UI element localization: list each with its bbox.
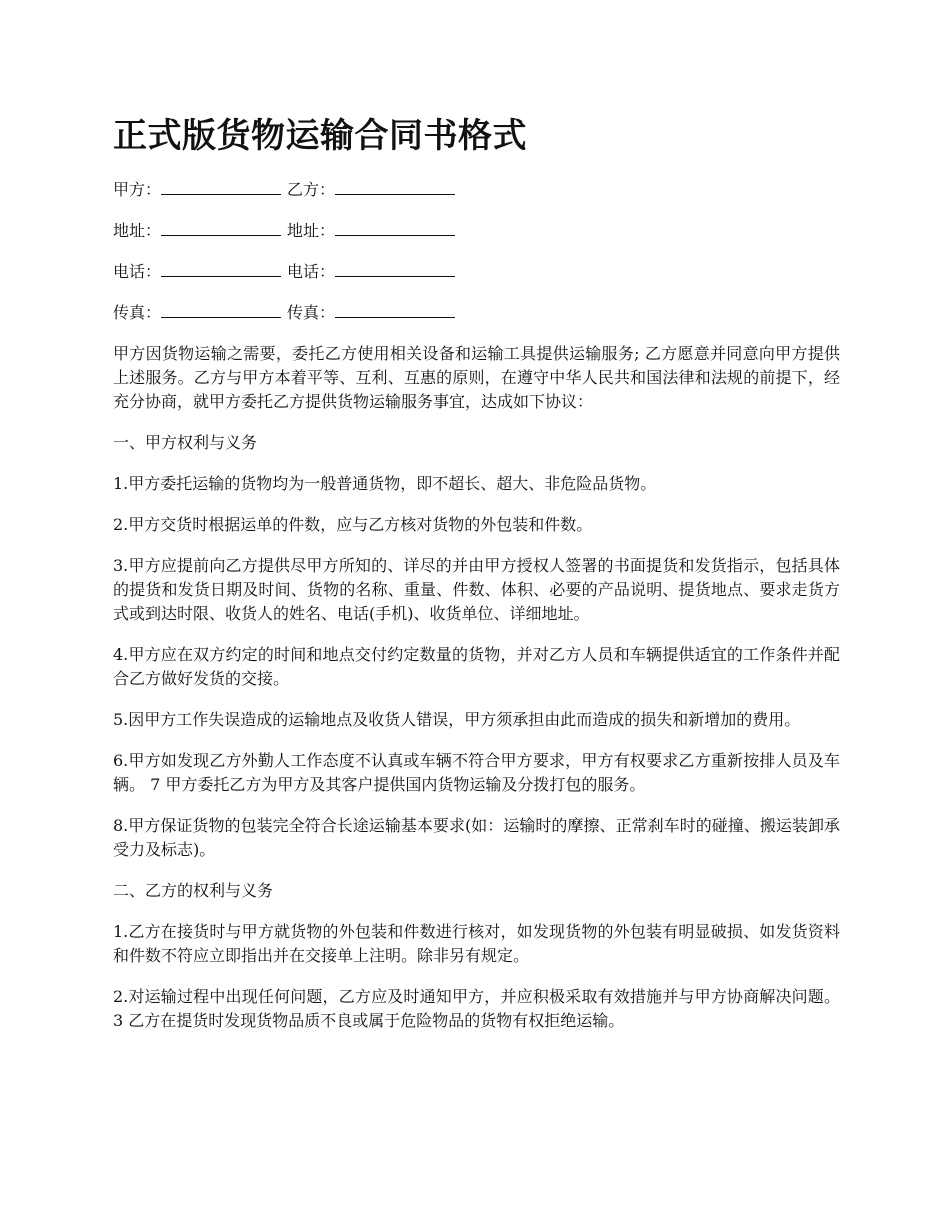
clause-a-6-7: 6.甲方如发现乙方外勤人工作态度不认真或车辆不符合甲方要求，甲方有权要求乙方重新按排人员及车辆。 7 甲方委托乙方为甲方及其客户提供国内货物运输及分拨打包的服务。 — [113, 751, 840, 794]
intro-paragraph: 甲方因货物运输之需要，委托乙方使用相关设备和运输工具提供运输服务; 乙方愿意并同意向甲方提供上述服务。乙方与甲方本着平等、互利、互惠的原则，在遵守中华人民共和国法律和法规的前提下，经充分协商，就甲方委托乙方提供货物运输服务事宜，达成如下协议： — [113, 344, 840, 411]
clause-a-4: 4.甲方应在双方约定的时间和地点交付约定数量的货物，并对乙方人员和车辆提供适宜的工作条件并配合乙方做好发货的交接。 — [113, 645, 840, 688]
clause-b-1: 1.乙方在接货时与甲方就货物的外包装和件数进行核对，如发现货物的外包装有明显破损、如发货资料和件数不符应立即指出并在交接单上注明。除非另有规定。 — [113, 922, 840, 965]
party-b-address-label: 地址： — [287, 221, 336, 240]
party-a-fax-label: 传真： — [113, 303, 162, 322]
section-heading-party-b: 二、乙方的权利与义务 — [113, 881, 274, 900]
party-b-blank — [335, 178, 455, 195]
clause-a-2: 2.甲方交货时根据运单的件数，应与乙方核对货物的外包装和件数。 — [113, 515, 593, 534]
document-page — [113, 110, 840, 1050]
party-a-address-blank — [161, 219, 281, 236]
phone-row — [113, 260, 840, 284]
party-a-label: 甲方： — [113, 180, 162, 199]
clause-b-2-3: 2.对运输过程中出现任何问题，乙方应及时通知甲方，并应积极采取有效措施并与甲方协商解决问题。 3 乙方在提货时发现货物品质不良或属于危险物品的货物有权拒绝运输。 — [113, 987, 840, 1030]
party-a-address-label: 地址： — [113, 221, 162, 240]
address-row — [113, 219, 840, 243]
party-b-fax-label: 传真： — [287, 303, 336, 322]
section-heading-party-a: 一、甲方权利与义务 — [113, 433, 258, 452]
party-b-label: 乙方： — [287, 180, 336, 199]
clause-a-8: 8.甲方保证货物的包装完全符合长途运输基本要求(如：运输时的摩擦、正常刹车时的碰撞、搬运装卸承受力及标志)。 — [113, 816, 840, 859]
party-a-phone-label: 电话： — [113, 262, 162, 281]
clause-a-5: 5.因甲方工作失误造成的运输地点及收货人错误，甲方须承担由此而造成的损失和新增加的费用。 — [113, 710, 801, 729]
clause-a-1: 1.甲方委托运输的货物均为一般普通货物，即不超长、超大、非危险品货物。 — [113, 474, 657, 493]
party-b-phone-blank — [335, 260, 455, 277]
party-b-phone-label: 电话： — [287, 262, 336, 281]
party-b-address-blank — [335, 219, 455, 236]
party-name-row — [113, 178, 840, 202]
party-b-fax-blank — [335, 301, 455, 318]
party-a-fax-blank — [161, 301, 281, 318]
fax-row — [113, 301, 840, 325]
document-title: 正式版货物运输合同书格式 — [113, 116, 527, 156]
party-a-blank — [161, 178, 281, 195]
clause-a-3: 3.甲方应提前向乙方提供尽甲方所知的、详尽的并由甲方授权人签署的书面提货和发货指示，包括具体的提货和发货日期及时间、货物的名称、重量、件数、体积、必要的产品说明、提货地点、要求走货方式或到达时限、收货人的姓名、电话(手机)、收货单位、详细地址。 — [113, 556, 840, 623]
party-a-phone-blank — [161, 260, 281, 277]
